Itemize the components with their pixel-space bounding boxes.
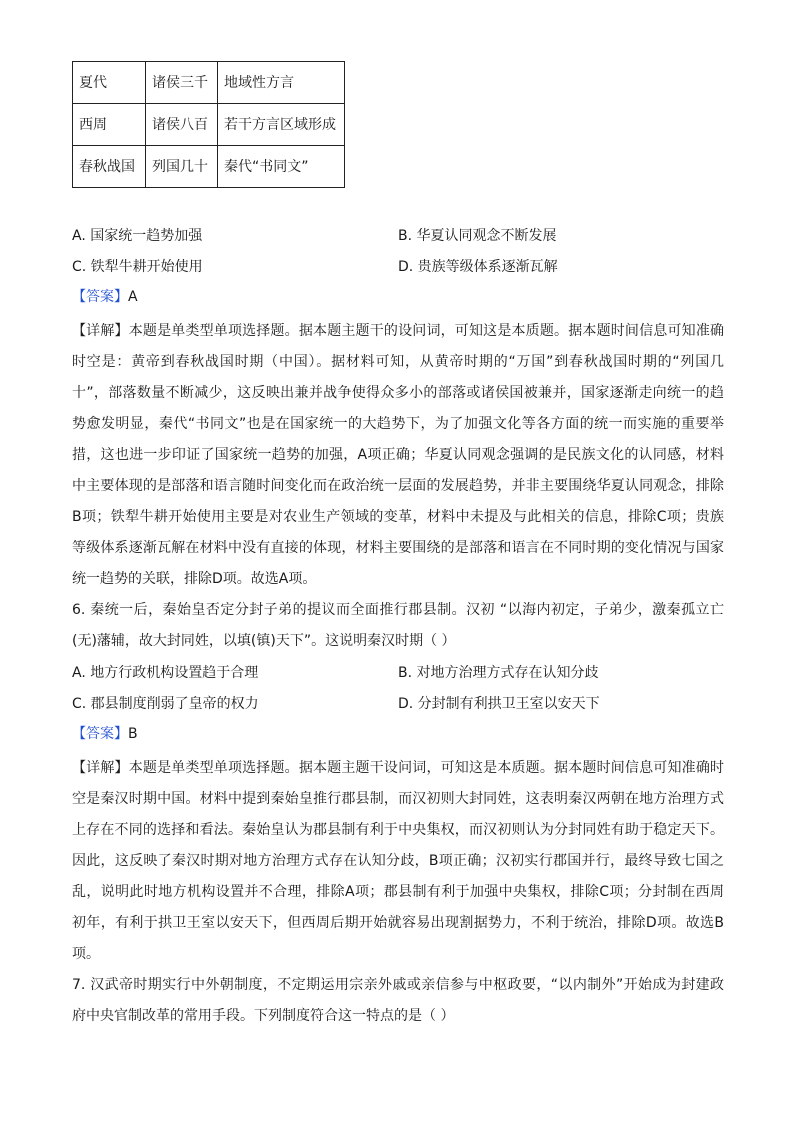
q6-option-d: D. 分封制有利拱卫王室以安天下 [398, 696, 600, 712]
history-table [72, 61, 345, 188]
q5-explanation-line: 等级体系逐渐瓦解在材料中没有直接的体现，材料主要围绕的是部落和语言在不同时期的变化情况与国家 [72, 540, 724, 556]
q6-option-c: C. 郡县制度削弱了皇帝的权力 [72, 696, 259, 712]
table-cell: 夏代 [73, 62, 146, 104]
q6-explanation-line: 【详解】本题是单类型单项选择题。据本题主题干设问词，可知这是本质题。据本题时间信息可知准确时 [72, 760, 724, 776]
q5-explanation-line: 措，这也进一步印证了国家统一趋势的加强，A项正确；华夏认同观念强调的是民族文化的认同感，材料 [72, 447, 724, 463]
q6-explanation-line: 初年，有利于拱卫王室以安天下，但西周后期开始就容易出现割据势力，不利于统治，排除D项。故选B [72, 915, 724, 931]
q6-explanation-line: 乱，说明此时地方机构设置并不合理，排除A项；郡县制有利于加强中央集权，排除C项；分封制在西周 [72, 884, 724, 900]
q5-explanation-line: 时空是：黄帝到春秋战国时期（中国）。据材料可知，从黄帝时期的“万国”到春秋战国时期的“列国几 [72, 354, 724, 370]
q5-option-c: C. 铁犁牛耕开始使用 [72, 259, 203, 275]
answer-tag: 【答案】 [72, 726, 128, 742]
q5-explanation-line: B项；铁犁牛耕开始使用主要是对农业生产领域的变革，材料中未提及与此相关的信息，排除C项；贵族 [72, 509, 724, 525]
q6-stem-line: (无)藩辅，故大封同姓，以填(镇)天下”。这说明秦汉时期（ ） [72, 633, 456, 649]
q5-option-d: D. 贵族等级体系逐渐瓦解 [398, 259, 558, 275]
q5-explanation-line: 统一趋势的关联，排除D项。故选A项。 [72, 571, 317, 587]
q5-option-a: A. 国家统一趋势加强 [72, 228, 203, 244]
table-cell: 春秋战国 [73, 146, 146, 188]
answer-value: B [128, 726, 138, 742]
q6-stem-line: 6. 秦统一后，秦始皇否定分封子弟的提议而全面推行郡县制。汉初 “以海内初定，子弟少，激秦孤立亡 [72, 602, 724, 618]
table-cell: 地域性方言 [218, 62, 345, 104]
table-row [73, 104, 345, 146]
answer-tag: 【答案】 [72, 289, 128, 305]
table-cell: 诸侯三千 [146, 62, 218, 104]
q5-explanation-line: 势愈发明显，秦代“书同文”也是在国家统一的大趋势下，为了加强文化等各方面的统一而实施的重要举 [72, 416, 724, 432]
q5-option-b: B. 华夏认同观念不断发展 [398, 228, 557, 244]
q5-answer [72, 290, 724, 304]
q5-explanation-line: 十”，部落数量不断减少，这反映出兼并战争使得众多小的部落或诸侯国被兼并，国家逐渐走向统一的趋 [72, 385, 724, 401]
table-cell: 诸侯八百 [146, 104, 218, 146]
q7-stem-line: 府中央官制改革的常用手段。下列制度符合这一特点的是（ ） [72, 1008, 455, 1024]
table-cell: 西周 [73, 104, 146, 146]
table-row [73, 62, 345, 104]
q6-answer [72, 727, 724, 741]
answer-value: A [128, 289, 138, 305]
table-cell: 列国几十 [146, 146, 218, 188]
table-row [73, 146, 345, 188]
q6-explanation-line: 空是秦汉时期中国。材料中提到秦始皇推行郡县制，而汉初则大封同姓，这表明秦汉两朝在地方治理方式 [72, 791, 724, 807]
q6-explanation-line: 上存在不同的选择和看法。秦始皇认为郡县制有利于中央集权，而汉初则认为分封同姓有助于稳定天下。 [72, 822, 724, 838]
q7-stem-line: 7. 汉武帝时期实行中外朝制度，不定期运用宗亲外戚或亲信参与中枢政要，“以内制外”开始成为封建政 [72, 977, 724, 993]
table-cell: 秦代“书同文” [218, 146, 345, 188]
q5-explanation-line: 【详解】本题是单类型单项选择题。据本题主题干的设问词，可知这是本质题。据本题时间信息可知准确 [72, 323, 724, 339]
q6-explanation-line: 项。 [72, 946, 100, 962]
q6-option-a: A. 地方行政机构设置趋于合理 [72, 665, 259, 681]
q6-explanation-line: 因此，这反映了秦汉时期对地方治理方式存在认知分歧，B项正确；汉初实行郡国并行，最终导致七国之 [72, 853, 724, 869]
q5-explanation-line: 中主要体现的是部落和语言随时间变化而在政治统一层面的发展趋势，并非主要围绕华夏认同观念，排除 [72, 478, 724, 494]
table-cell: 若干方言区域形成 [218, 104, 345, 146]
q6-option-b: B. 对地方治理方式存在认知分歧 [398, 665, 599, 681]
